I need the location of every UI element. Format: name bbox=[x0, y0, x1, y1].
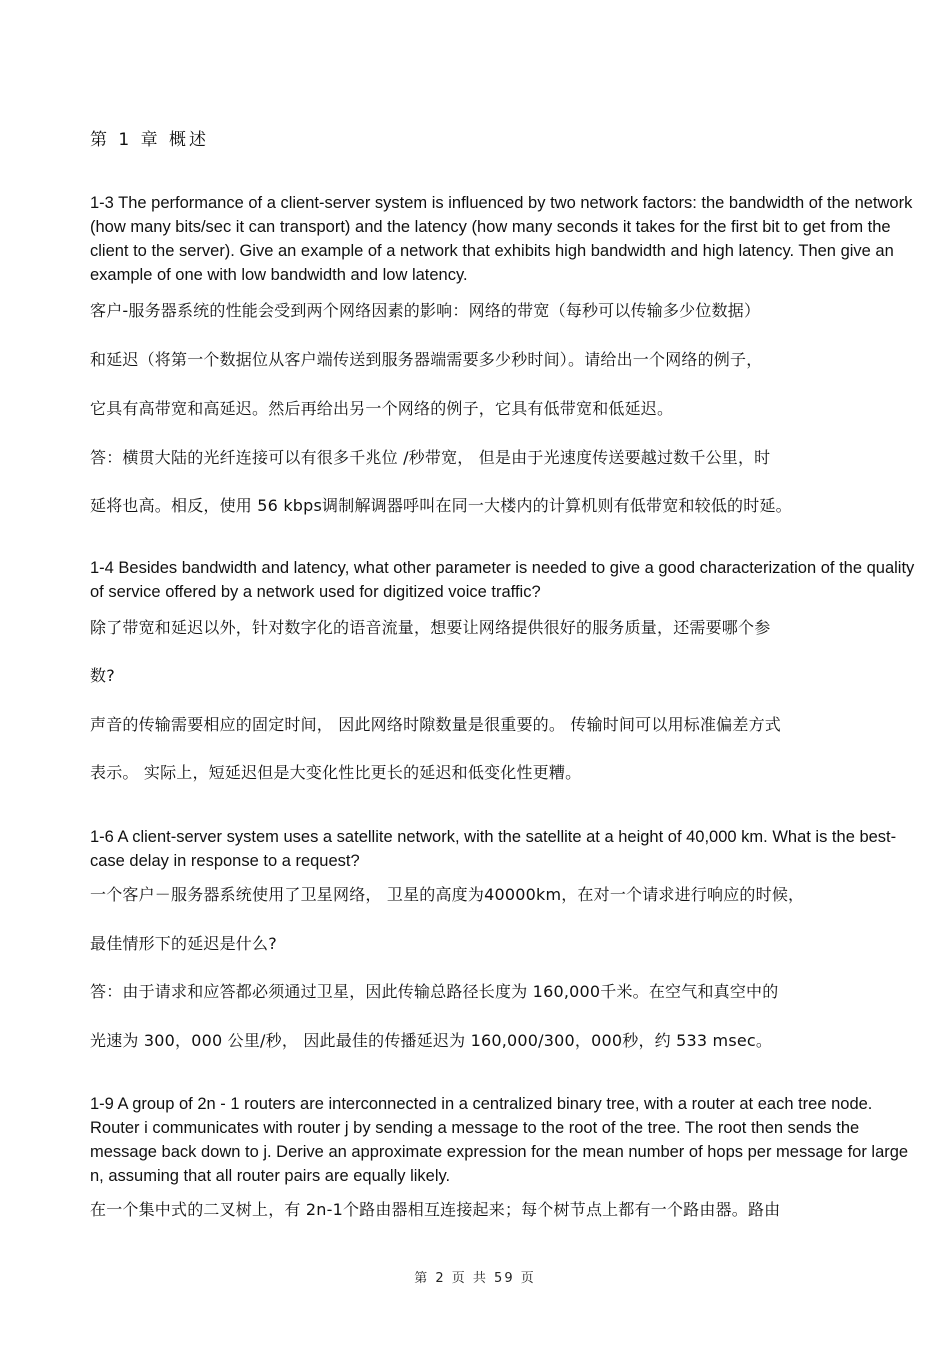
chapter-title: 第 1 章 概述 bbox=[90, 130, 210, 150]
answer-1-4-line-1: 声音的传输需要相应的固定时间， 因此网络时隙数量是很重要的。 传输时间可以用标准偏差方式 bbox=[90, 715, 781, 734]
page-number-footer: 第 2 页 共 59 页 bbox=[414, 1271, 536, 1286]
question-1-6-english: 1-6 A client-server system uses a satellite network, with the satellite at a height of 40,000 km. What is the best-case delay in response to a request? bbox=[90, 828, 897, 870]
question-1-4-english: 1-4 Besides bandwidth and latency, what other parameter is needed to give a good characterization of the quality of service offered by a network used for digitized voice traffic? bbox=[90, 559, 915, 601]
question-1-9-english: 1-9 A group of 2n - 1 routers are interconnected in a centralized binary tree, with a router at each tree node. Router i communicates with router j by sending a message to the root of the tree. The root then sends the message back down to j. Derive an approximate expression for the mean number of hops per message for large n, assuming that all router pairs are equally likely. bbox=[90, 1095, 909, 1185]
answer-1-6-line-1: 答：由于请求和应答都必须通过卫星，因此传输总路径长度为 160,000千米。在空气和真空中的 bbox=[90, 982, 779, 1001]
question-1-3-chinese-line-1: 客户-服务器系统的性能会受到两个网络因素的影响：网络的带宽（每秒可以传输多少位数据） bbox=[90, 301, 761, 320]
question-1-3-english: 1-3 The performance of a client-server system is influenced by two network factors: the bandwidth of the network (how many bits/sec it can transport) and the latency (how many seconds it takes for the first bit to get from the client to the server). Give an example of a network that exhibits high bandwidth and high latency. Then give an example of one with low bandwidth and low latency. bbox=[90, 194, 913, 284]
answer-1-3-line-2: 延将也高。相反，使用 56 kbps调制解调器呼叫在同一大楼内的计算机则有低带宽和较低的时延。 bbox=[90, 496, 792, 515]
question-1-6-chinese-line-2: 最佳情形下的延迟是什么? bbox=[90, 934, 277, 953]
question-1-4-chinese-line-1: 除了带宽和延迟以外，针对数字化的语音流量，想要让网络提供很好的服务质量，还需要哪个参 bbox=[90, 618, 771, 637]
answer-1-4-line-2: 表示。 实际上，短延迟但是大变化性比更长的延迟和低变化性更糟。 bbox=[90, 763, 582, 782]
question-1-9-chinese-line-1: 在一个集中式的二叉树上，有 2n-1个路由器相互连接起来；每个树节点上都有一个路由器。路由 bbox=[90, 1200, 781, 1219]
question-1-3-chinese-line-2: 和延迟（将第一个数据位从客户端传送到服务器端需要多少秒时间）。请给出一个网络的例子， bbox=[90, 350, 763, 369]
question-1-4-chinese-line-2: 数? bbox=[90, 666, 115, 685]
answer-1-3-line-1: 答：横贯大陆的光纤连接可以有很多千兆位 /秒带宽， 但是由于光速度传送要越过数千公里，时 bbox=[90, 448, 771, 467]
answer-1-6-line-2: 光速为 300，000 公里/秒， 因此最佳的传播延迟为 160,000/300，000秒，约 533 msec。 bbox=[90, 1031, 773, 1050]
question-1-3-chinese-line-3: 它具有高带宽和高延迟。然后再给出另一个网络的例子，它具有低带宽和低延迟。 bbox=[90, 399, 674, 418]
question-1-6-chinese-line-1: 一个客户－服务器系统使用了卫星网络， 卫星的高度为40000km，在对一个请求进行响应的时候， bbox=[90, 885, 805, 904]
